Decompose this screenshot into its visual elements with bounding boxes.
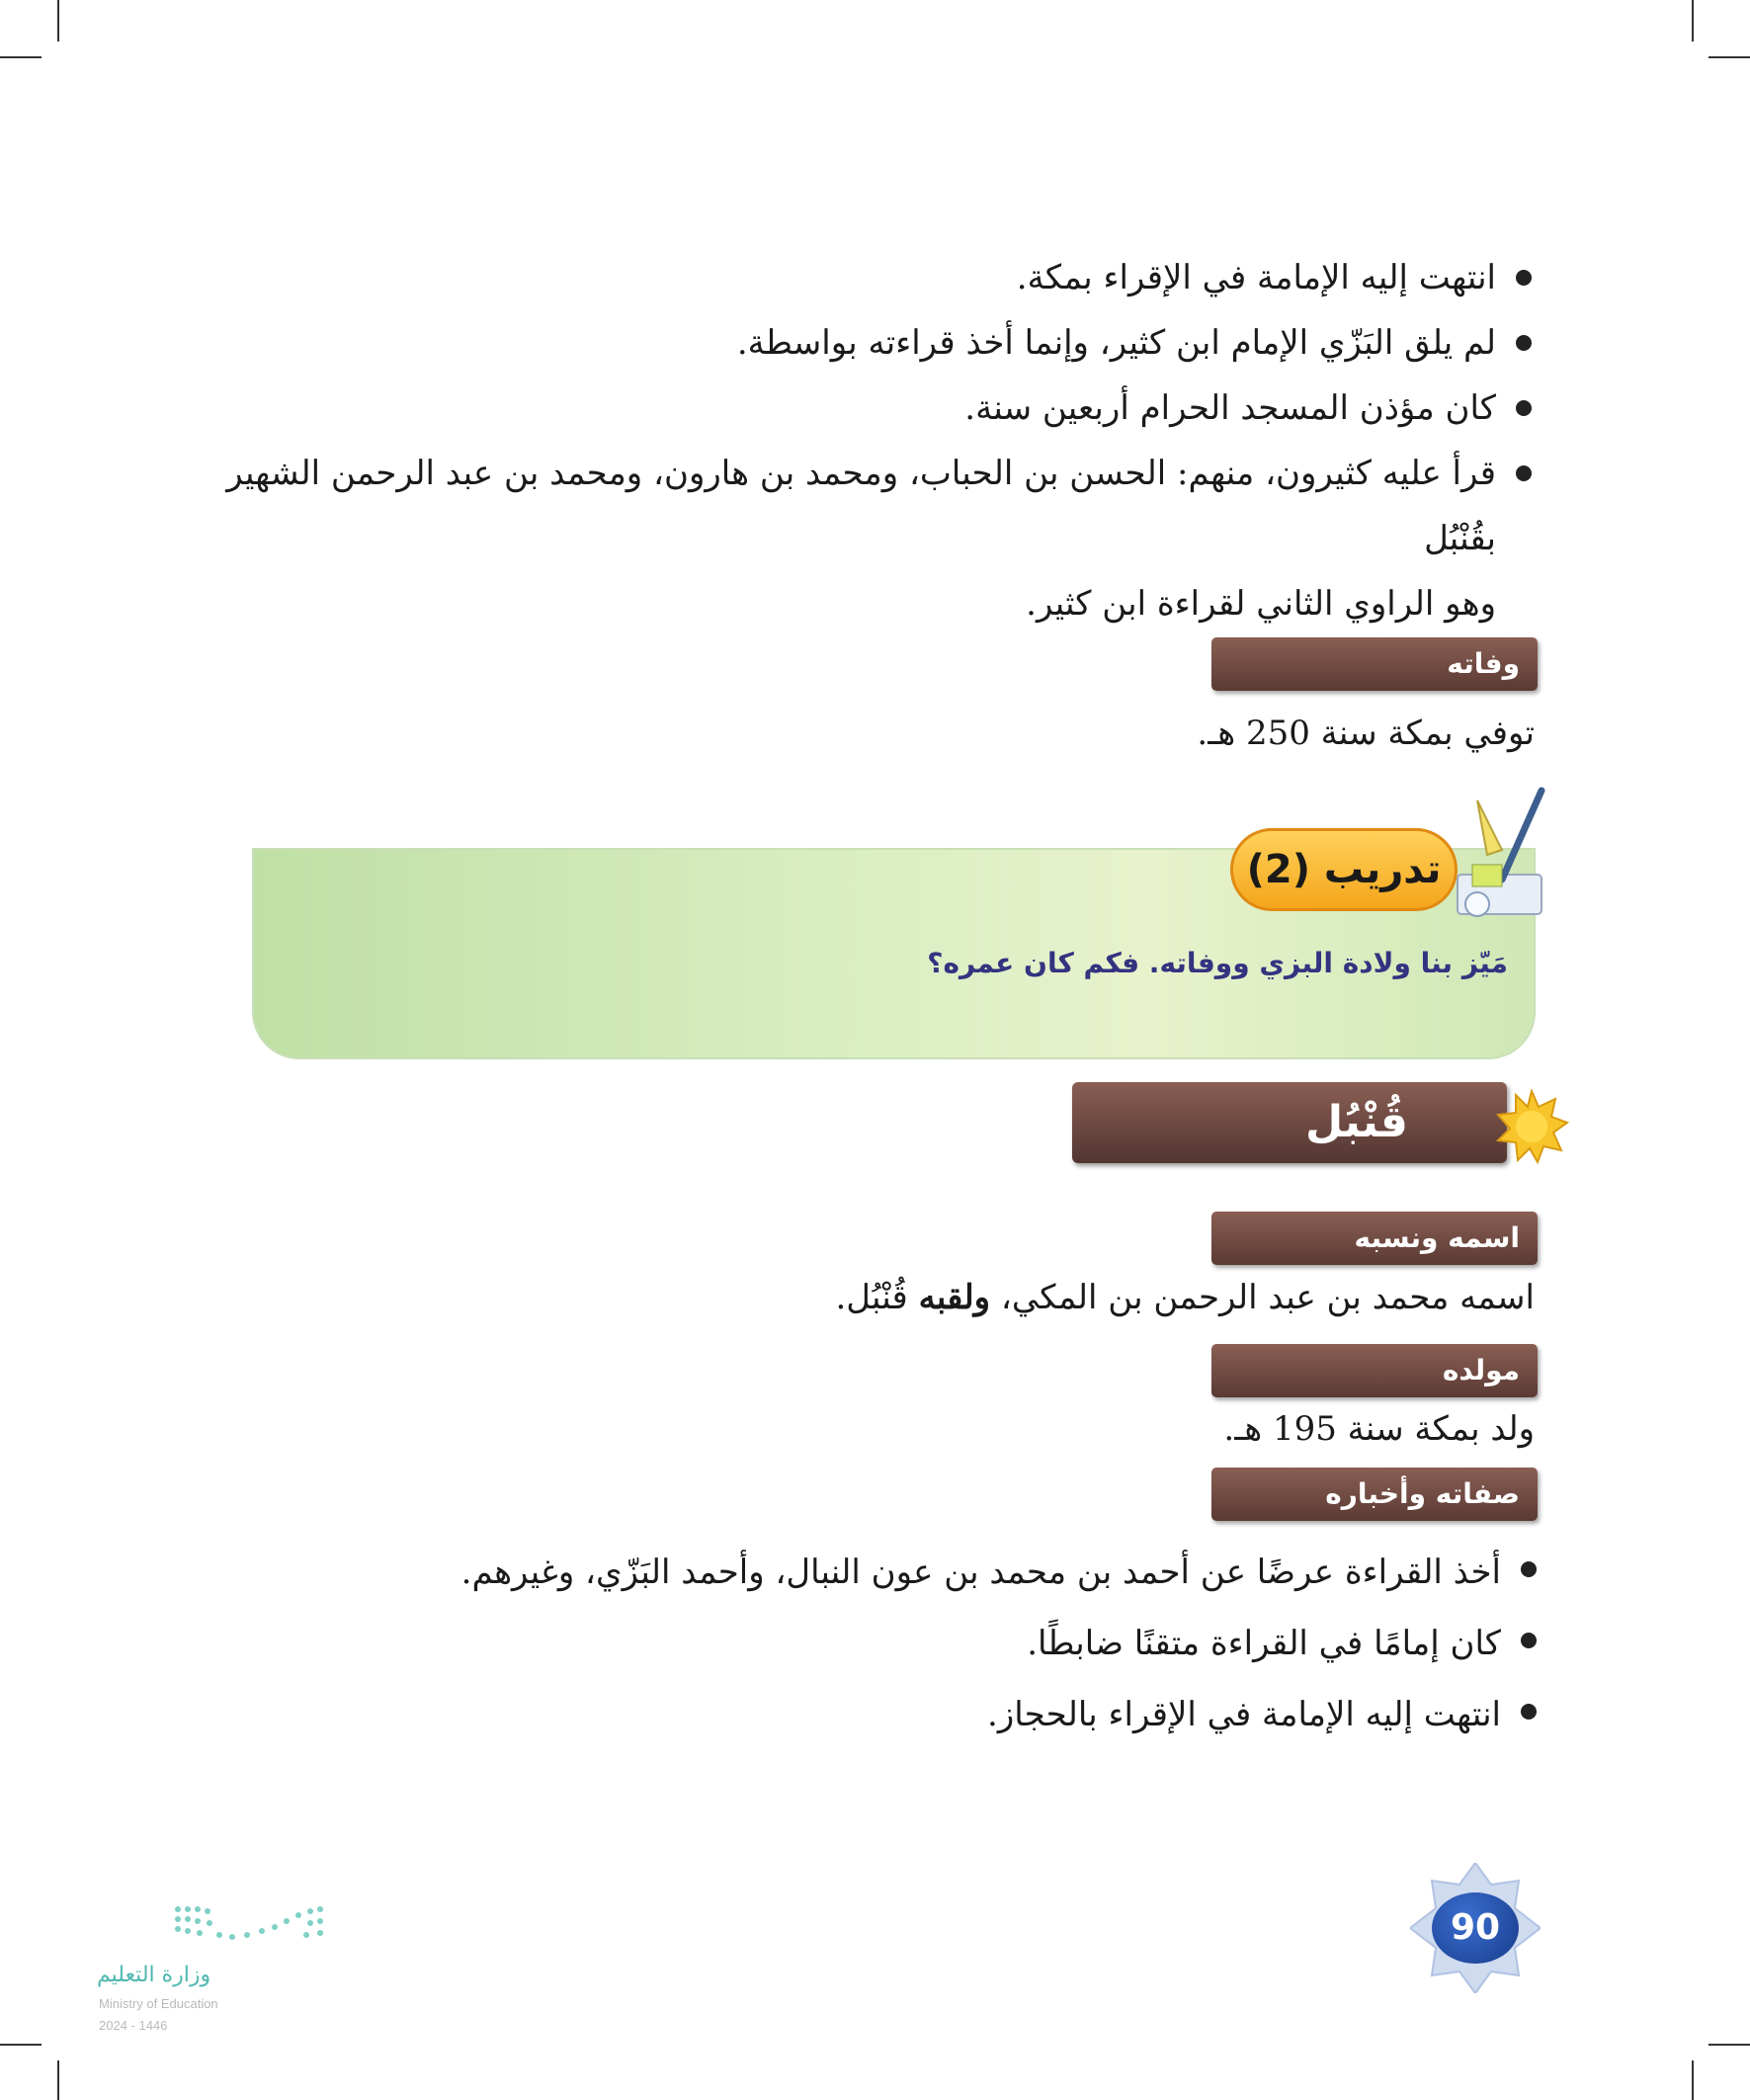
- list-item: [223, 376, 1538, 441]
- name-text: [835, 1278, 1535, 1317]
- training-badge: تدريب (2): [1230, 828, 1458, 911]
- crop-mark: [1692, 0, 1694, 42]
- bullet-text: انتهت إليه الإمامة في الإقراء بمكة.: [1016, 258, 1496, 297]
- pen-book-icon: [1448, 781, 1556, 929]
- ministry-name-ar: وزارة التعليم: [97, 1963, 211, 1987]
- bullet-continuation: وهو الراوي الثاني لقراءة ابن كثير.: [1026, 584, 1496, 624]
- traits-heading: صفاته وأخباره: [1211, 1468, 1538, 1521]
- death-text: توفي بمكة سنة 250 هـ.: [1197, 714, 1535, 753]
- name-main: اسمه محمد بن عبد الرحمن بن المكي،: [1000, 1278, 1535, 1317]
- ministry-logo-icon: [168, 1899, 326, 1949]
- list-item: [223, 310, 1538, 376]
- qunbul-title: قُنْبُل: [1072, 1082, 1507, 1163]
- crop-mark: [1708, 56, 1750, 58]
- list-item: [223, 245, 1538, 310]
- bullet-text: انتهت إليه الإمامة في الإقراء بالحجاز.: [987, 1695, 1501, 1734]
- bullet-text: قرأ عليه كثيرون، منهم: الحسن بن الحباب، ومحمد بن هارون، ومحمد بن عبد الرحمن الشهير بقُنْبُل: [226, 454, 1496, 558]
- name-bold: ولقبه: [918, 1278, 991, 1317]
- list-item: [223, 441, 1538, 636]
- bullet-text: كان إمامًا في القراءة متقنًا ضابطًا.: [1027, 1624, 1501, 1663]
- birth-heading: مولده: [1211, 1344, 1538, 1397]
- birth-text: ولد بمكة سنة 195 هـ.: [1223, 1409, 1535, 1449]
- sun-burst-icon: [1494, 1089, 1569, 1164]
- crop-mark: [1708, 2044, 1750, 2046]
- crop-mark: [0, 2044, 42, 2046]
- crop-mark: [0, 56, 42, 58]
- ministry-name-en: Ministry of Education: [99, 1996, 218, 2011]
- crop-mark: [57, 2060, 59, 2100]
- ministry-year: 2024 - 1446: [99, 2018, 168, 2033]
- traits-bullet-list: [258, 1537, 1542, 1750]
- crop-mark: [57, 0, 59, 42]
- name-heading: اسمه ونسبه: [1211, 1212, 1538, 1265]
- bullet-text: لم يلق البَزّي الإمام ابن كثير، وإنما أخذ قراءته بواسطة.: [736, 323, 1496, 363]
- training-question: مَيّز بنا ولادة البزي ووفاته. فكم كان عمره؟: [927, 947, 1508, 979]
- page-number: 90: [1432, 1892, 1519, 1964]
- crop-mark: [1692, 2060, 1694, 2100]
- name-tail: قُنْبُل.: [835, 1278, 908, 1317]
- intro-bullet-list: [223, 245, 1538, 636]
- list-item: [258, 1608, 1542, 1679]
- death-heading: وفاته: [1211, 637, 1538, 691]
- list-item: [258, 1679, 1542, 1750]
- page-number-badge: [1410, 1863, 1541, 1993]
- list-item: [258, 1537, 1542, 1608]
- bullet-text: أخذ القراءة عرضًا عن أحمد بن محمد بن عون النبال، وأحمد البَزّي، وغيرهم.: [460, 1553, 1501, 1592]
- bullet-text: كان مؤذن المسجد الحرام أربعين سنة.: [964, 388, 1496, 428]
